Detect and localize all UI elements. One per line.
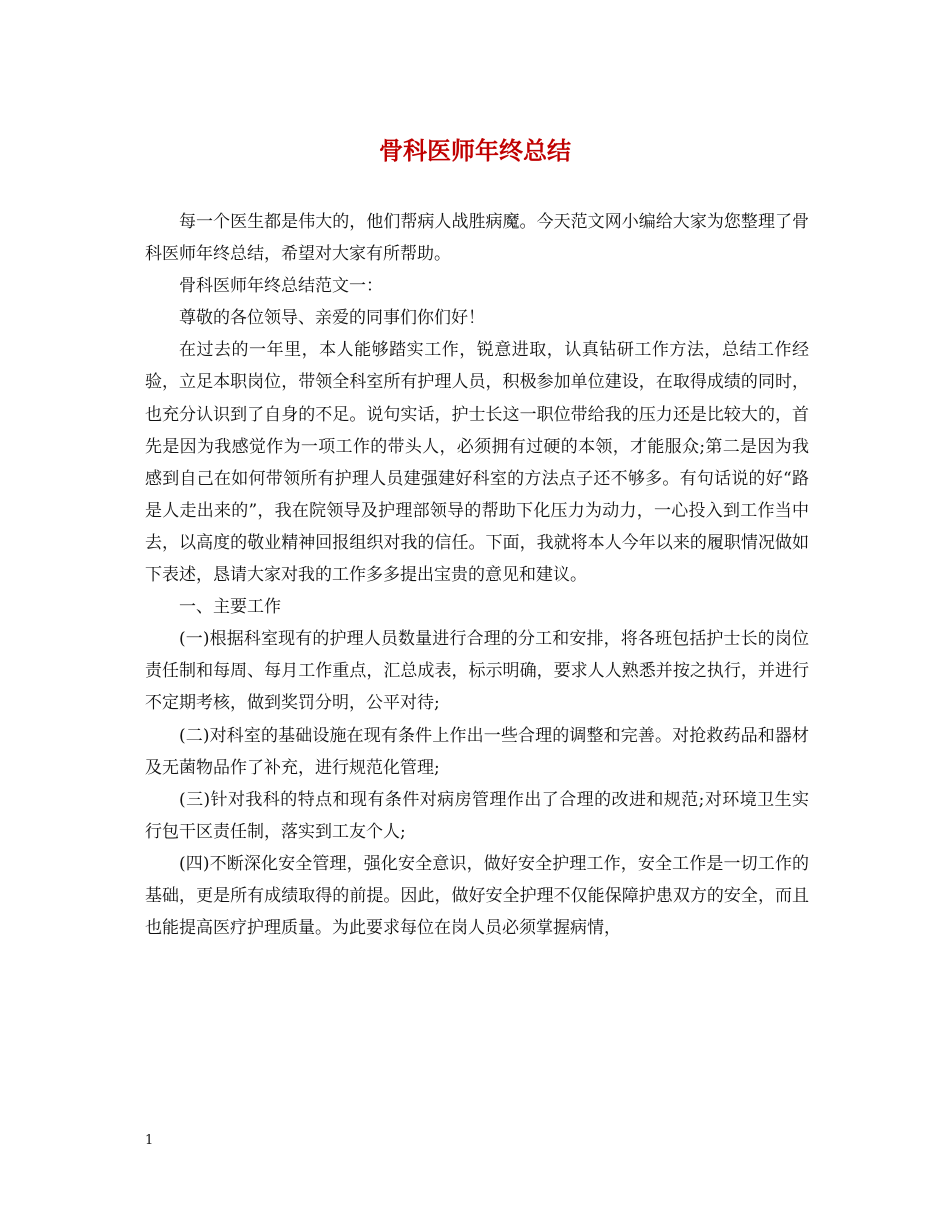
page-number: 1: [145, 1133, 154, 1148]
paragraph-greeting: 尊敬的各位领导、亲爱的同事们你们好！: [179, 308, 485, 329]
paragraph-item-4: (四)不断深化安全管理，强化安全意识，做好安全护理工作，安全工作是一切工作的基础，更是所有成绩取得的前提。因此，做好安全护理不仅能保障护患双方的安全，而且也能提高医疗护理质量。为此要求每位在岗人员必须掌握病情，: [145, 853, 809, 939]
paragraph-item-3: (三)针对我科的特点和现有条件对病房管理作出了合理的改进和规范;对环境卫生实行包干区责任制，落实到工友个人;: [145, 789, 809, 842]
paragraph-sample-heading: 骨科医师年终总结范文一：: [179, 276, 383, 297]
paragraph-intro: 每一个医生都是伟大的，他们帮病人战胜病魔。今天范文网小编给大家为您整理了骨科医师年终总结，希望对大家有所帮助。: [145, 212, 809, 265]
section-heading-main-work: 一、主要工作: [179, 597, 281, 618]
paragraph-item-2: (二)对科室的基础设施在现有条件上作出一些合理的调整和完善。对抢救药品和器材及无菌物品作了补充，进行规范化管理;: [145, 725, 809, 778]
paragraph-overview: 在过去的一年里，本人能够踏实工作，锐意进取，认真钻研工作方法，总结工作经验，立足本职岗位，带领全科室所有护理人员，积极参加单位建设，在取得成绩的同时，也充分认识到了自身的不足。说句实话，护士长这一职位带给我的压力还是比较大的，首先是因为我感觉作为一项工作的带头人，必须拥有过硬的本领，才能服众;第二是因为我感到自己在如何带领所有护理人员建强建好科室的方法点子还不够多。有句话说的好“路是人走出来的”，我在院领导及护理部领导的帮助下化压力为动力，一心投入到工作当中去，以高度的敬业精神回报组织对我的信任。下面，我就将本人今年以来的履职情况做如下表述，恳请大家对我的工作多多提出宝贵的意见和建议。: [145, 340, 809, 586]
paragraph-item-1: (一)根据科室现有的护理人员数量进行合理的分工和安排，将各班包括护士长的岗位责任制和每周、每月工作重点，汇总成表，标示明确，要求人人熟悉并按之执行，并进行不定期考核，做到奖罚分明，公平对待;: [145, 629, 809, 714]
document-body: [145, 206, 809, 944]
document-title: 骨科医师年终总结: [379, 136, 571, 165]
